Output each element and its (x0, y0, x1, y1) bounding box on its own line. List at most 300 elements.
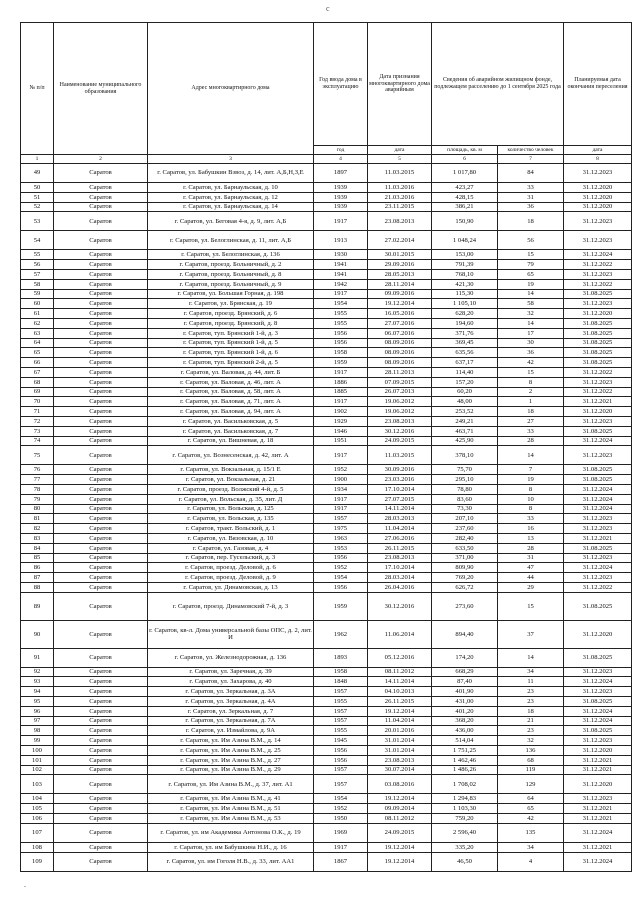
cell-year-built: 1939 (314, 202, 368, 212)
cell-row-number: 82 (21, 524, 54, 534)
cell-date-recognized: 27.06.2016 (368, 533, 432, 543)
cell-people-count: 84 (498, 164, 564, 183)
table-body (21, 164, 632, 872)
cell-municipality: Саратов (54, 318, 148, 328)
cell-area-sqm: 431,00 (432, 697, 498, 707)
column-number-row (21, 155, 632, 164)
cell-address: г. Саратов, ул. Васильковская, д. 7 (148, 426, 314, 436)
cell-municipality: Саратов (54, 697, 148, 707)
table-row (21, 183, 632, 193)
cell-planned-date: 31.12.2021 (564, 804, 632, 814)
table-row (21, 648, 632, 667)
cell-municipality: Саратов (54, 814, 148, 824)
cell-row-number: 66 (21, 358, 54, 368)
cell-people-count: 119 (498, 765, 564, 775)
cell-planned-date: 31.12.2023 (564, 667, 632, 677)
cell-date-recognized: 19.12.2014 (368, 299, 432, 309)
cell-date-recognized: 09.09.2016 (368, 289, 432, 299)
cell-date-recognized: 08.11.2012 (368, 667, 432, 677)
cell-date-recognized: 21.03.2016 (368, 192, 432, 202)
cell-year-built: 1900 (314, 475, 368, 485)
table-row (21, 746, 632, 756)
cell-people-count: 31 (498, 192, 564, 202)
cell-people-count: 23 (498, 687, 564, 697)
cell-municipality: Саратов (54, 620, 148, 648)
cell-address: г. Саратов, ул. им Бабушкина Н.И., д. 16 (148, 842, 314, 852)
cell-year-built: 1951 (314, 436, 368, 446)
cell-row-number: 69 (21, 387, 54, 397)
cell-people-count: 19 (498, 279, 564, 289)
cell-date-recognized: 07.09.2015 (368, 377, 432, 387)
cell-date-recognized: 23.08.2013 (368, 755, 432, 765)
cell-municipality: Саратов (54, 289, 148, 299)
cell-year-built: 1954 (314, 794, 368, 804)
cell-planned-date: 31.12.2023 (564, 553, 632, 563)
cell-people-count: 14 (498, 648, 564, 667)
cell-year-built: 1956 (314, 755, 368, 765)
cell-year-built: 1893 (314, 648, 368, 667)
cell-area-sqm: 769,20 (432, 573, 498, 583)
cell-date-recognized: 30.01.2015 (368, 250, 432, 260)
cell-planned-date: 31.12.2024 (564, 716, 632, 726)
cell-row-number: 52 (21, 202, 54, 212)
cell-year-built: 1913 (314, 231, 368, 250)
cell-row-number: 107 (21, 823, 54, 842)
cell-people-count: 136 (498, 746, 564, 756)
cell-municipality: Саратов (54, 706, 148, 716)
cell-municipality: Саратов (54, 736, 148, 746)
column-number: 8 (564, 155, 632, 164)
table-row (21, 514, 632, 524)
cell-date-recognized: 29.09.2016 (368, 260, 432, 270)
subheader-planned-date: дата (564, 146, 632, 155)
cell-address: г. Саратов, проезд. Больничный, д. 8 (148, 269, 314, 279)
cell-date-recognized: 09.09.2014 (368, 804, 432, 814)
table-row (21, 328, 632, 338)
cell-year-built: 1963 (314, 533, 368, 543)
cell-area-sqm: 153,00 (432, 250, 498, 260)
cell-year-built: 1957 (314, 716, 368, 726)
cell-municipality: Саратов (54, 677, 148, 687)
cell-row-number: 51 (21, 192, 54, 202)
cell-row-number: 109 (21, 852, 54, 871)
cell-address: г. Саратов, ул. Газовая, д. 4 (148, 543, 314, 553)
cell-row-number: 88 (21, 582, 54, 592)
cell-municipality: Саратов (54, 183, 148, 193)
cell-planned-date: 31.12.2023 (564, 446, 632, 465)
cell-people-count: 135 (498, 823, 564, 842)
cell-area-sqm: 253,52 (432, 407, 498, 417)
cell-area-sqm: 174,20 (432, 648, 498, 667)
table-row (21, 533, 632, 543)
table-row (21, 192, 632, 202)
cell-date-recognized: 11.06.2014 (368, 620, 432, 648)
cell-address: г. Саратов, ул. им Гоголя Н.В., д. 33, лит. АА1 (148, 852, 314, 871)
cell-row-number: 71 (21, 407, 54, 417)
cell-address: г. Саратов, проезд. Брянский, д. 6 (148, 309, 314, 319)
cell-people-count: 23 (498, 726, 564, 736)
cell-address: г. Саратов, ул. Зеркальная, д. 7 (148, 706, 314, 716)
table-row (21, 202, 632, 212)
cell-address: г. Саратов, ул. Барнаульская, д. 14 (148, 202, 314, 212)
cell-planned-date: 31.12.2020 (564, 202, 632, 212)
cell-planned-date: 31.12.2020 (564, 407, 632, 417)
cell-people-count: 15 (498, 367, 564, 377)
cell-people-count: 8 (498, 377, 564, 387)
cell-date-recognized: 05.12.2016 (368, 648, 432, 667)
cell-municipality: Саратов (54, 543, 148, 553)
cell-address: г. Саратов, ул. Им Азина В.М., д. 41 (148, 794, 314, 804)
subheader-people: количество человек (498, 146, 564, 155)
cell-people-count: 79 (498, 260, 564, 270)
cell-address: г. Саратов, ул. Вишневая, д. 18 (148, 436, 314, 446)
cell-people-count: 30 (498, 338, 564, 348)
table-row (21, 318, 632, 328)
table-row (21, 582, 632, 592)
cell-people-count: 23 (498, 697, 564, 707)
cell-row-number: 97 (21, 716, 54, 726)
cell-people-count: 44 (498, 573, 564, 583)
cell-municipality: Саратов (54, 348, 148, 358)
table-row (21, 765, 632, 775)
cell-municipality: Саратов (54, 494, 148, 504)
cell-year-built: 1886 (314, 377, 368, 387)
cell-municipality: Саратов (54, 533, 148, 543)
cell-municipality: Саратов (54, 648, 148, 667)
cell-planned-date: 31.12.2023 (564, 377, 632, 387)
cell-address: г. Саратов, ул. Барнаульская, д. 12 (148, 192, 314, 202)
cell-people-count: 1 (498, 397, 564, 407)
cell-planned-date: 31.12.2021 (564, 755, 632, 765)
cell-people-count: 14 (498, 318, 564, 328)
cell-area-sqm: 273,60 (432, 592, 498, 620)
cell-address: г. Саратов, ул. Заречная, д. 39 (148, 667, 314, 677)
cell-year-built: 1934 (314, 484, 368, 494)
cell-address: г. Саратов, ул. Им Азина В.М., д. 53 (148, 814, 314, 824)
cell-municipality: Саратов (54, 367, 148, 377)
cell-address: г. Саратов, ул. Барнаульская, д. 10 (148, 183, 314, 193)
table-row (21, 667, 632, 677)
cell-area-sqm: 371,76 (432, 328, 498, 338)
column-number: 1 (21, 155, 54, 164)
cell-address: г. Саратов, ул. им Академика Антонова О.К., д. 19 (148, 823, 314, 842)
cell-address: г. Саратов, проезд. Деловой, д. 9 (148, 573, 314, 583)
cell-planned-date: 31.12.2021 (564, 397, 632, 407)
cell-row-number: 103 (21, 775, 54, 794)
cell-row-number: 83 (21, 533, 54, 543)
cell-date-recognized: 28.03.2013 (368, 514, 432, 524)
cell-municipality: Саратов (54, 484, 148, 494)
cell-date-recognized: 19.06.2012 (368, 407, 432, 417)
cell-people-count: 11 (498, 677, 564, 687)
cell-municipality: Саратов (54, 504, 148, 514)
cell-planned-date: 31.12.2024 (564, 823, 632, 842)
cell-area-sqm: 1 017,80 (432, 164, 498, 183)
cell-municipality: Саратов (54, 202, 148, 212)
column-number: 4 (314, 155, 368, 164)
cell-year-built: 1955 (314, 697, 368, 707)
cell-people-count: 65 (498, 269, 564, 279)
cell-municipality: Саратов (54, 765, 148, 775)
cell-address: г. Саратов, ул. Беговая 4-я, д. 9, лит. А,Б (148, 212, 314, 231)
cell-planned-date: 31.12.2023 (564, 514, 632, 524)
table-row (21, 426, 632, 436)
table-row (21, 269, 632, 279)
cell-date-recognized: 08.09.2016 (368, 358, 432, 368)
cell-area-sqm: 768,10 (432, 269, 498, 279)
cell-row-number: 57 (21, 269, 54, 279)
cell-row-number: 77 (21, 475, 54, 485)
cell-people-count: 18 (498, 407, 564, 417)
cell-address: г. Саратов, туп. Брянский 1-й, д. 3 (148, 328, 314, 338)
cell-people-count: 31 (498, 553, 564, 563)
cell-row-number: 63 (21, 328, 54, 338)
cell-year-built: 1848 (314, 677, 368, 687)
cell-date-recognized: 19.06.2012 (368, 397, 432, 407)
cell-people-count: 32 (498, 309, 564, 319)
table-row (21, 814, 632, 824)
cell-people-count: 68 (498, 755, 564, 765)
cell-municipality: Саратов (54, 804, 148, 814)
cell-area-sqm: 401,90 (432, 687, 498, 697)
cell-area-sqm: 2 596,40 (432, 823, 498, 842)
cell-planned-date: 31.12.2022 (564, 387, 632, 397)
table-row (21, 436, 632, 446)
table-row (21, 338, 632, 348)
table-row (21, 416, 632, 426)
cell-year-built: 1955 (314, 318, 368, 328)
cell-date-recognized: 26.11.2015 (368, 543, 432, 553)
table-row (21, 620, 632, 648)
cell-year-built: 1957 (314, 765, 368, 775)
cell-row-number: 74 (21, 436, 54, 446)
cell-area-sqm: 335,20 (432, 842, 498, 852)
cell-planned-date: 31.12.2024 (564, 504, 632, 514)
cell-planned-date: 31.12.2021 (564, 842, 632, 852)
cell-year-built: 1975 (314, 524, 368, 534)
cell-row-number: 70 (21, 397, 54, 407)
cell-address: г. Саратов, ул. Зеркальная, д. 3А (148, 687, 314, 697)
cell-municipality: Саратов (54, 667, 148, 677)
table-row (21, 794, 632, 804)
header-date-recognition: Дата признания многоквартирного дома аварийным (368, 23, 432, 146)
cell-planned-date: 31.12.2023 (564, 687, 632, 697)
cell-year-built: 1897 (314, 164, 368, 183)
cell-row-number: 80 (21, 504, 54, 514)
cell-address: г. Саратов, ул. Белоглинская, д. 136 (148, 250, 314, 260)
cell-year-built: 1939 (314, 183, 368, 193)
cell-row-number: 90 (21, 620, 54, 648)
cell-people-count: 33 (498, 183, 564, 193)
cell-year-built: 1917 (314, 446, 368, 465)
cell-planned-date: 31.08.2025 (564, 328, 632, 338)
cell-address: г. Саратов, ул. Им Азина В.М., д. 51 (148, 804, 314, 814)
cell-year-built: 1941 (314, 260, 368, 270)
cell-date-recognized: 16.05.2016 (368, 309, 432, 319)
cell-area-sqm: 1 462,46 (432, 755, 498, 765)
cell-area-sqm: 1 103,30 (432, 804, 498, 814)
cell-address: г. Саратов, ул. Захарова, д. 40 (148, 677, 314, 687)
cell-people-count: 47 (498, 563, 564, 573)
cell-address: г. Саратов, ул. Валовая, д. 46, лит. А (148, 377, 314, 387)
cell-planned-date: 31.08.2025 (564, 543, 632, 553)
cell-area-sqm: 1 048,24 (432, 231, 498, 250)
cell-date-recognized: 03.08.2016 (368, 775, 432, 794)
cell-year-built: 1941 (314, 269, 368, 279)
cell-date-recognized: 28.11.2013 (368, 367, 432, 377)
cell-address: г. Саратов, ул. Вознесенская, д. 42, лит. А (148, 446, 314, 465)
cell-year-built: 1952 (314, 804, 368, 814)
cell-row-number: 100 (21, 746, 54, 756)
cell-year-built: 1917 (314, 842, 368, 852)
cell-year-built: 1929 (314, 416, 368, 426)
cell-date-recognized: 20.01.2016 (368, 726, 432, 736)
cell-people-count: 18 (498, 706, 564, 716)
cell-planned-date: 31.12.2020 (564, 192, 632, 202)
cell-year-built: 1946 (314, 426, 368, 436)
cell-municipality: Саратов (54, 407, 148, 417)
cell-planned-date: 31.12.2023 (564, 524, 632, 534)
cell-address: г. Саратов, проезд. Брянский, д. 8 (148, 318, 314, 328)
cell-planned-date: 31.08.2025 (564, 289, 632, 299)
table-row (21, 755, 632, 765)
cell-year-built: 1902 (314, 407, 368, 417)
cell-planned-date: 31.12.2024 (564, 706, 632, 716)
cell-row-number: 87 (21, 573, 54, 583)
column-number: 3 (148, 155, 314, 164)
cell-planned-date: 31.12.2024 (564, 563, 632, 573)
table-row (21, 250, 632, 260)
cell-date-recognized: 28.11.2014 (368, 279, 432, 289)
table-row (21, 164, 632, 183)
cell-date-recognized: 23.08.2013 (368, 553, 432, 563)
cell-people-count: 17 (498, 328, 564, 338)
cell-date-recognized: 24.09.2015 (368, 436, 432, 446)
cell-row-number: 86 (21, 563, 54, 573)
header-row (21, 23, 632, 146)
cell-people-count: 32 (498, 736, 564, 746)
table-row (21, 484, 632, 494)
cell-area-sqm: 626,72 (432, 582, 498, 592)
cell-area-sqm: 115,30 (432, 289, 498, 299)
cell-municipality: Саратов (54, 309, 148, 319)
subheader-year: год (314, 146, 368, 155)
cell-people-count: 36 (498, 202, 564, 212)
cell-year-built: 1959 (314, 358, 368, 368)
cell-row-number: 89 (21, 592, 54, 620)
cell-row-number: 91 (21, 648, 54, 667)
cell-municipality: Саратов (54, 563, 148, 573)
cell-date-recognized: 19.12.2014 (368, 706, 432, 716)
cell-date-recognized: 23.11.2015 (368, 202, 432, 212)
cell-planned-date: 31.08.2025 (564, 648, 632, 667)
cell-year-built: 1962 (314, 620, 368, 648)
cell-planned-date: 31.12.2023 (564, 573, 632, 583)
cell-date-recognized: 11.03.2015 (368, 164, 432, 183)
cell-area-sqm: 194,60 (432, 318, 498, 328)
cell-municipality: Саратов (54, 328, 148, 338)
table-row (21, 687, 632, 697)
cell-row-number: 101 (21, 755, 54, 765)
cell-municipality: Саратов (54, 416, 148, 426)
cell-area-sqm: 83,60 (432, 494, 498, 504)
cell-address: г. Саратов, проезд. Больничный, д. 2 (148, 260, 314, 270)
table-row (21, 465, 632, 475)
cell-date-recognized: 30.09.2016 (368, 465, 432, 475)
cell-municipality: Саратов (54, 387, 148, 397)
cell-municipality: Саратов (54, 377, 148, 387)
cell-year-built: 1867 (314, 852, 368, 871)
cell-year-built: 1956 (314, 553, 368, 563)
column-number: 2 (54, 155, 148, 164)
column-number: 6 (432, 155, 498, 164)
cell-address: г. Саратов, ул. Большая Горная, д. 198 (148, 289, 314, 299)
cell-planned-date: 31.08.2025 (564, 348, 632, 358)
cell-municipality: Саратов (54, 260, 148, 270)
cell-row-number: 104 (21, 794, 54, 804)
cell-area-sqm: 421,30 (432, 279, 498, 289)
cell-area-sqm: 514,04 (432, 736, 498, 746)
cell-planned-date: 31.12.2024 (564, 852, 632, 871)
cell-date-recognized: 30.12.2016 (368, 426, 432, 436)
cell-row-number: 49 (21, 164, 54, 183)
column-number: 7 (498, 155, 564, 164)
cell-address: г. Саратов, ул. Динамовская, д. 13 (148, 582, 314, 592)
cell-municipality: Саратов (54, 687, 148, 697)
cell-address: г. Саратов, ул. Вольская, д. 35, лит. Д (148, 494, 314, 504)
cell-planned-date: 31.12.2023 (564, 164, 632, 183)
cell-address: г. Саратов, ул. Им Азина В.М., д. 37, лит. А1 (148, 775, 314, 794)
cell-people-count: 19 (498, 475, 564, 485)
table-row (21, 260, 632, 270)
cell-area-sqm: 1 751,25 (432, 746, 498, 756)
header-number: № п/п (21, 23, 54, 155)
cell-year-built: 1945 (314, 736, 368, 746)
cell-address: г. Саратов, ул. Железнодорожная, д. 136 (148, 648, 314, 667)
cell-municipality: Саратов (54, 279, 148, 289)
cell-people-count: 18 (498, 212, 564, 231)
cell-people-count: 37 (498, 620, 564, 648)
cell-year-built: 1954 (314, 573, 368, 583)
cell-municipality: Саратов (54, 250, 148, 260)
cell-year-built: 1930 (314, 250, 368, 260)
cell-address: г. Саратов, проезд. Больничный, д. 9 (148, 279, 314, 289)
cell-row-number: 56 (21, 260, 54, 270)
table-row (21, 592, 632, 620)
cell-address: г. Саратов, ул. Вокзальная, д. 15/1 Е (148, 465, 314, 475)
table-row (21, 377, 632, 387)
cell-planned-date: 31.12.2023 (564, 299, 632, 309)
cell-row-number: 84 (21, 543, 54, 553)
cell-planned-date: 31.12.2023 (564, 212, 632, 231)
table-row (21, 677, 632, 687)
cell-address: г. Саратов, тракт. Вольский, д. 1 (148, 524, 314, 534)
table-row (21, 706, 632, 716)
cell-row-number: 73 (21, 426, 54, 436)
cell-area-sqm: 150,90 (432, 212, 498, 231)
cell-people-count: 64 (498, 794, 564, 804)
cell-people-count: 4 (498, 852, 564, 871)
cell-area-sqm: 894,40 (432, 620, 498, 648)
cell-date-recognized: 11.04.2014 (368, 524, 432, 534)
cell-municipality: Саратов (54, 746, 148, 756)
cell-address: г. Саратов, ул. Валовая, д. 58, лит. А (148, 387, 314, 397)
cell-year-built: 1917 (314, 397, 368, 407)
cell-municipality: Саратов (54, 465, 148, 475)
cell-area-sqm: 637,17 (432, 358, 498, 368)
cell-people-count: 33 (498, 426, 564, 436)
cell-area-sqm: 60,20 (432, 387, 498, 397)
